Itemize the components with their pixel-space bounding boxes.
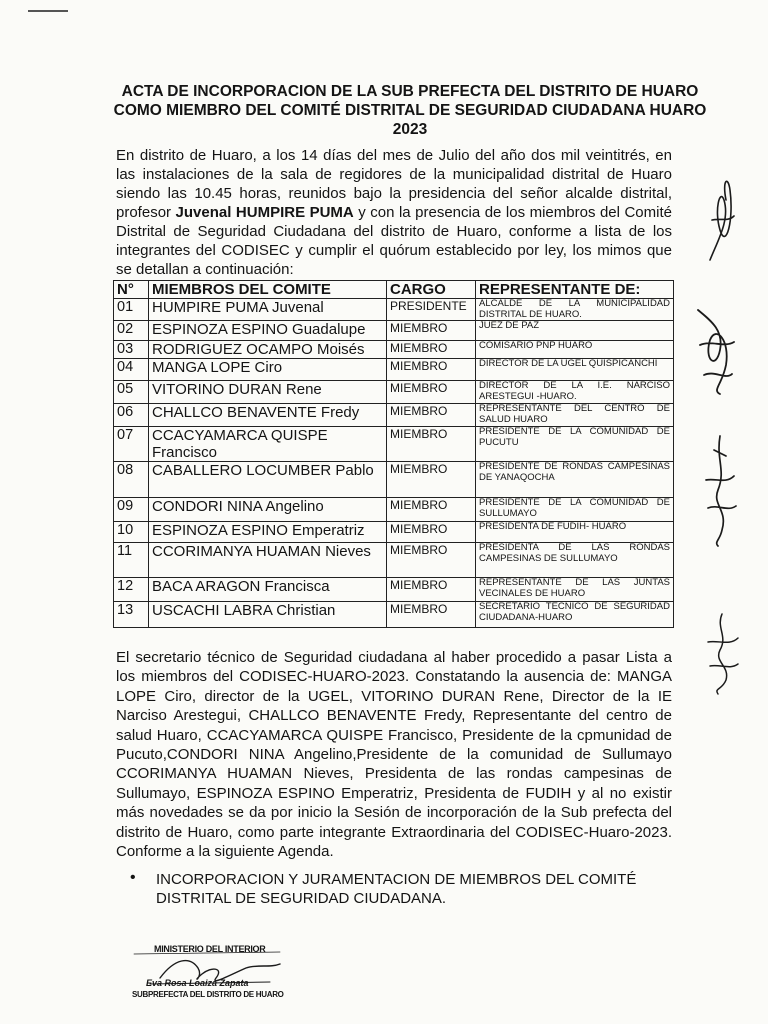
member-representative: PRESIDENTE DE LA COMUNIDAD DE PUCUTU <box>476 427 674 462</box>
member-representative: PRESIDENTA DE FUDIH- HUARO <box>476 522 674 543</box>
member-cargo: MIEMBRO <box>387 404 476 427</box>
table-row <box>114 498 674 522</box>
signature-1 <box>700 160 740 270</box>
table-row <box>114 602 674 628</box>
member-cargo: MIEMBRO <box>387 462 476 498</box>
agenda-item: INCORPORACION Y JURAMENTACION DE MIEMBROS DEL COMITÉ DISTRITAL DE SEGURIDAD CIUDADANA. <box>156 871 637 907</box>
row-number: 03 <box>114 341 149 359</box>
table-row <box>114 462 674 498</box>
member-name: CHALLCO BENAVENTE Fredy <box>149 404 387 427</box>
member-cargo: MIEMBRO <box>387 522 476 543</box>
member-name: MANGA LOPE Ciro <box>149 359 387 381</box>
member-cargo: PRESIDENTE <box>387 299 476 321</box>
signature-4 <box>700 606 744 696</box>
member-name: ESPINOZA ESPINO Guadalupe <box>149 321 387 341</box>
row-number: 08 <box>114 462 149 498</box>
table-row <box>114 341 674 359</box>
member-name: HUMPIRE PUMA Juvenal <box>149 299 387 321</box>
table-header-row <box>114 281 674 299</box>
table-row <box>114 578 674 602</box>
intro-text: En distrito de Huaro, a los 14 días del mes de Julio del año dos mil veintitrés, en las instalaciones de la sala de regidores de la municipalidad distrital de Huaro siendo las 10.45 horas, reunidos bajo la presidencia del señor alcalde distrital, profesor <box>116 147 672 221</box>
member-name: CABALLERO LOCUMBER Pablo <box>149 462 387 498</box>
member-name: CONDORI NINA Angelino <box>149 498 387 522</box>
member-name: ESPINOZA ESPINO Emperatriz <box>149 522 387 543</box>
table-row <box>114 299 674 321</box>
table-row <box>114 427 674 462</box>
member-name: RODRIGUEZ OCAMPO Moisés <box>149 341 387 359</box>
member-name: VITORINO DURAN Rene <box>149 381 387 404</box>
intro-paragraph <box>116 146 672 279</box>
stamp-office: SUBPREFECTA DEL DISTRITO DE HUARO <box>132 990 284 999</box>
table-row <box>114 321 674 341</box>
row-number: 12 <box>114 578 149 602</box>
member-cargo: MIEMBRO <box>387 602 476 628</box>
member-cargo: MIEMBRO <box>387 359 476 381</box>
table-row <box>114 404 674 427</box>
row-number: 11 <box>114 543 149 578</box>
table-row <box>114 359 674 381</box>
member-cargo: MIEMBRO <box>387 427 476 462</box>
intro-text-continued: y con la presencia de los miembros del Comité Distrital de Seguridad Ciudadana del distrito de Huaro, conforme a lista de los integrantes del CODISEC y cumplir el quórum establecido por ley, los mimos que se detallan a continuación: <box>116 204 672 278</box>
closing-paragraph: El secretario técnico de Seguridad ciudadana al haber procedido a pasar Lista a los miembros del CODISEC-HUARO-2023. Constatando la ausencia de: MANGA LOPE Ciro, director de la UGEL, VITORINO DURAN Rene, Director de la IE Narciso Arestegui, CHALLCO BENAVENTE Fredy, Representante del centro de salud Huaro, CCACYAMARCA QUISPE Francisco, Presidente de la cpmunidad de Pucuto,CONDORI NINA Angelino,Presidente de la comunidad de Sullumayo CCORIMANYA HUAMAN Nieves, Presidenta de las rondas campesinas de Sullumayo, ESPINOZA ESPINO Emperatriz, Presidenta de FUDIH y al no existir más novedades se da por inicio la Sesión de incorporación de la Sub prefecta del distrito de Huaro, como parte integrante Extraordinaria del CODISEC-Huaro-2023. Conforme a la siguiente Agenda. <box>116 649 672 861</box>
member-cargo: MIEMBRO <box>387 321 476 341</box>
member-name: CCORIMANYA HUAMAN Nieves <box>149 543 387 578</box>
member-cargo: MIEMBRO <box>387 543 476 578</box>
row-number: 06 <box>114 404 149 427</box>
document-title: ACTA DE INCORPORACION DE LA SUB PREFECTA DEL DISTRITO DE HUARO COMO MIEMBRO DEL COMITÉ DISTRITAL DE SEGURIDAD CIUDADANA HUARO 2023 <box>113 83 707 138</box>
mayor-name: Juvenal HUMPIRE PUMA <box>175 204 354 221</box>
member-representative: JUEZ DE PAZ <box>476 321 674 341</box>
row-number: 05 <box>114 381 149 404</box>
official-stamp <box>120 938 290 1008</box>
member-cargo: MIEMBRO <box>387 578 476 602</box>
row-number: 04 <box>114 359 149 381</box>
signature-3 <box>700 430 740 550</box>
member-representative: ALCALDE DE LA MUNICIPALIDAD DISTRITAL DE HUARO. <box>476 299 674 321</box>
col-header-members: MIEMBROS DEL COMITE <box>149 281 387 299</box>
member-representative: PRESIDENTE DE RONDAS CAMPESINAS DE YANAQOCHA <box>476 462 674 498</box>
member-representative: PRESIDENTA DE LAS RONDAS CAMPESINAS DE SULLUMAYO <box>476 543 674 578</box>
top-rule <box>28 10 68 12</box>
member-representative: DIRECTOR DE LA UGEL QUISPICANCHI <box>476 359 674 381</box>
row-number: 02 <box>114 321 149 341</box>
member-name: CCACYAMARCA QUISPE Francisco <box>149 427 387 462</box>
row-number: 07 <box>114 427 149 462</box>
signature-2 <box>690 290 740 400</box>
bullet-icon: • <box>130 869 136 886</box>
col-header-number: N° <box>114 281 149 299</box>
member-cargo: MIEMBRO <box>387 498 476 522</box>
table-row <box>114 543 674 578</box>
row-number: 09 <box>114 498 149 522</box>
stamp-ministry: MINISTERIO DEL INTERIOR <box>154 944 266 954</box>
member-representative: PRESIDENTE DE LA COMUNIDAD DE SULLUMAYO <box>476 498 674 522</box>
member-cargo: MIEMBRO <box>387 341 476 359</box>
member-representative: COMISARIO PNP HUARO <box>476 341 674 359</box>
table-row <box>114 522 674 543</box>
member-representative: REPRESENTANTE DE LAS JUNTAS VECINALES DE HUARO <box>476 578 674 602</box>
stamp-name: Eva Rosa Loaiza Zapata <box>146 978 249 988</box>
member-representative: REPRESENTANTE DEL CENTRO DE SALUD HUARO <box>476 404 674 427</box>
row-number: 01 <box>114 299 149 321</box>
member-cargo: MIEMBRO <box>387 381 476 404</box>
row-number: 10 <box>114 522 149 543</box>
row-number: 13 <box>114 602 149 628</box>
member-name: BACA ARAGON Francisca <box>149 578 387 602</box>
col-header-representative: REPRESENTANTE DE: <box>476 281 674 299</box>
members-table <box>113 280 674 628</box>
table-row <box>114 381 674 404</box>
member-representative: SECRETARIO TECNICO DE SEGURIDAD CIUDADANA-HUARO <box>476 602 674 628</box>
member-representative: DIRECTOR DE LA I.E. NARCISO ARESTEGUI -HUARO. <box>476 381 674 404</box>
member-name: USCACHI LABRA Christian <box>149 602 387 628</box>
col-header-cargo: CARGO <box>387 281 476 299</box>
